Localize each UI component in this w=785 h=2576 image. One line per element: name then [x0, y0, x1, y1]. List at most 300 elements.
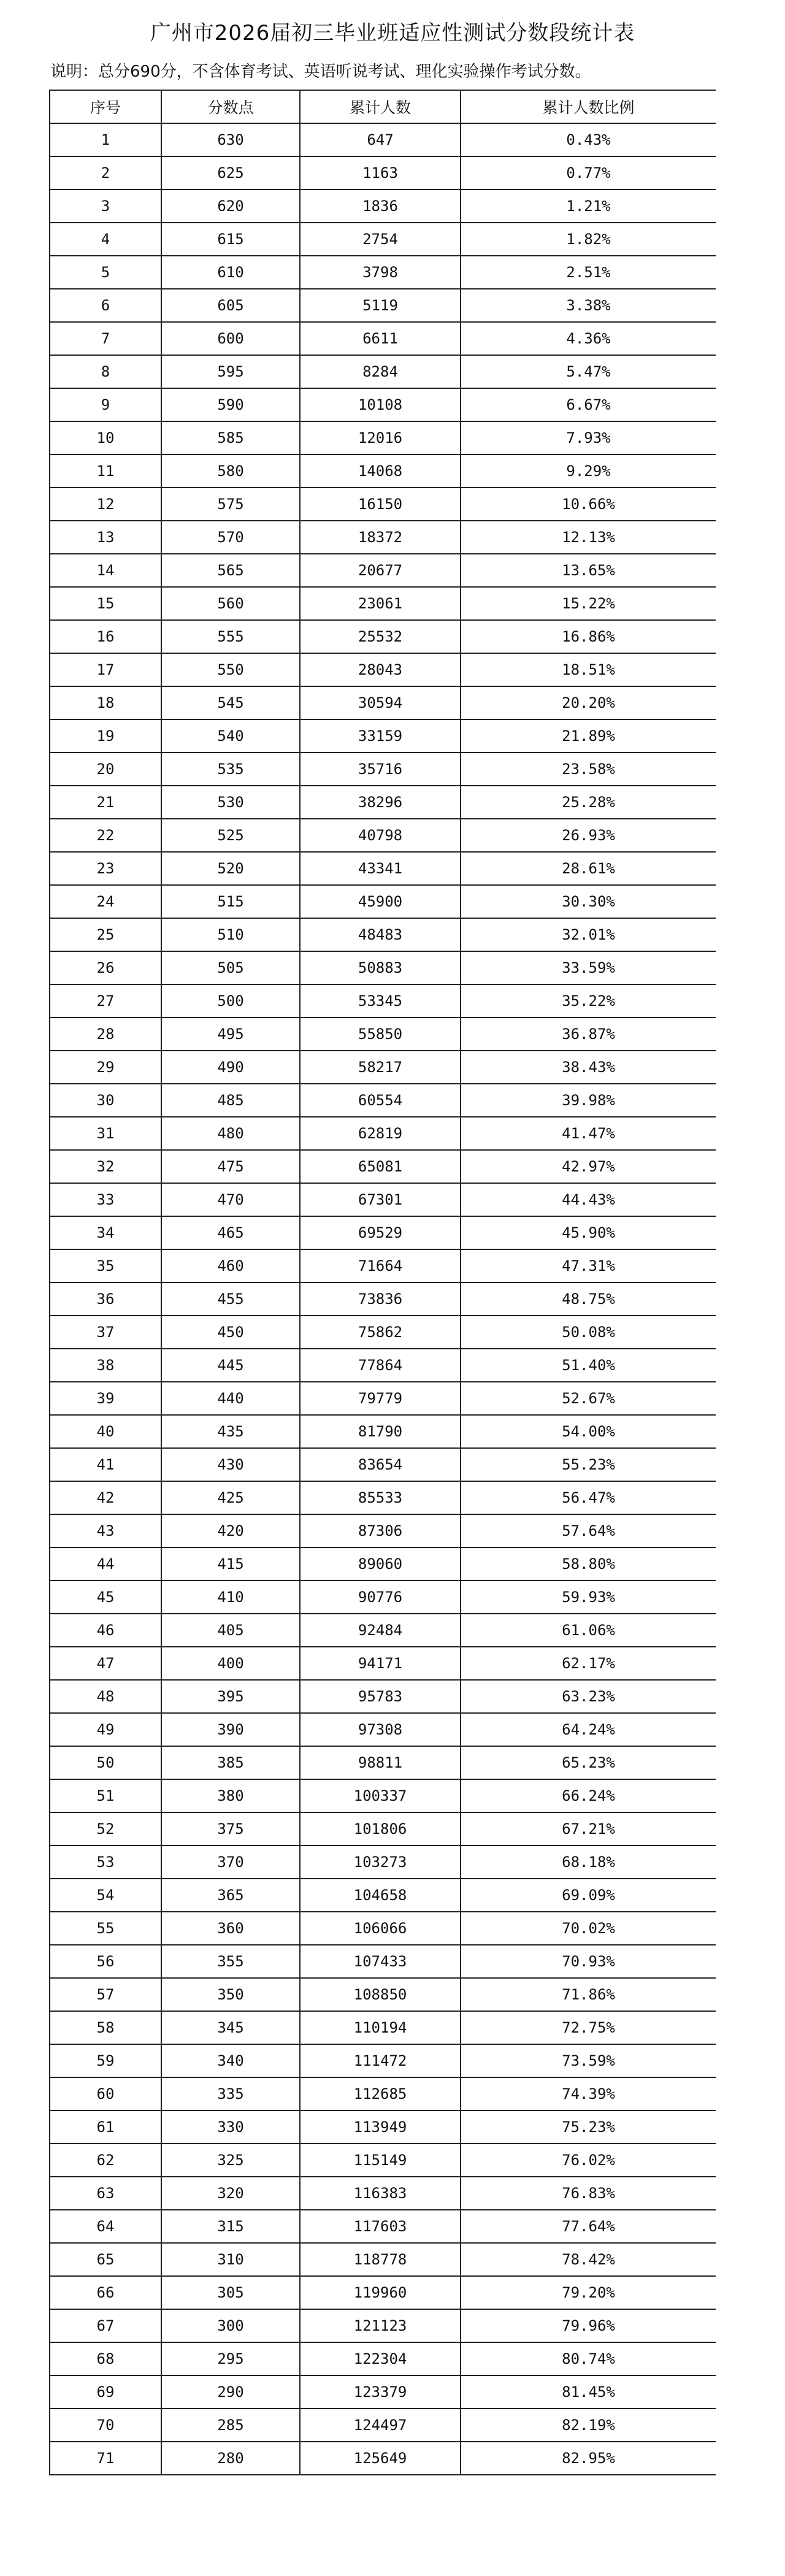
cell-cumulative-count: 87306 — [300, 1514, 461, 1547]
cell-index: 25 — [50, 918, 161, 951]
cell-cumulative-ratio: 59.93% — [461, 1581, 716, 1614]
cell-score: 450 — [161, 1316, 300, 1349]
cell-score: 390 — [161, 1713, 300, 1746]
cell-index: 28 — [50, 1018, 161, 1051]
cell-score: 365 — [161, 1879, 300, 1912]
cell-cumulative-ratio: 9.29% — [461, 454, 716, 488]
cell-index: 31 — [50, 1117, 161, 1150]
cell-index: 17 — [50, 653, 161, 686]
cell-score: 335 — [161, 2077, 300, 2110]
table-row — [50, 388, 716, 421]
cell-cumulative-count: 69529 — [300, 1216, 461, 1249]
table-row — [50, 1812, 716, 1846]
cell-score: 400 — [161, 1647, 300, 1680]
table-row — [50, 1481, 716, 1514]
cell-score: 620 — [161, 190, 300, 223]
cell-cumulative-ratio: 16.86% — [461, 620, 716, 653]
table-row — [50, 653, 716, 686]
cell-score: 370 — [161, 1846, 300, 1879]
cell-score: 385 — [161, 1746, 300, 1779]
cell-cumulative-count: 40798 — [300, 819, 461, 852]
cell-cumulative-count: 92484 — [300, 1614, 461, 1647]
cell-index: 52 — [50, 1812, 161, 1846]
cell-cumulative-count: 112685 — [300, 2077, 461, 2110]
cell-index: 59 — [50, 2044, 161, 2077]
cell-cumulative-count: 1163 — [300, 156, 461, 190]
header-score: 分数点 — [161, 90, 300, 123]
table-header-row — [50, 90, 716, 123]
cell-cumulative-count: 98811 — [300, 1746, 461, 1779]
cell-cumulative-count: 106066 — [300, 1912, 461, 1945]
cell-score: 570 — [161, 521, 300, 554]
cell-cumulative-count: 647 — [300, 123, 461, 156]
header-cumulative-ratio: 累计人数比例 — [461, 90, 716, 123]
cell-score: 470 — [161, 1183, 300, 1216]
cell-score: 475 — [161, 1150, 300, 1183]
table-row — [50, 819, 716, 852]
cell-cumulative-count: 71664 — [300, 1249, 461, 1282]
cell-cumulative-ratio: 47.31% — [461, 1249, 716, 1282]
table-row — [50, 1316, 716, 1349]
cell-index: 8 — [50, 355, 161, 388]
cell-score: 530 — [161, 786, 300, 819]
cell-cumulative-count: 121123 — [300, 2309, 461, 2342]
cell-score: 600 — [161, 322, 300, 355]
table-row — [50, 1448, 716, 1481]
table-row — [50, 421, 716, 454]
cell-cumulative-count: 8284 — [300, 355, 461, 388]
table-note: 说明：总分690分，不含体育考试、英语听说考试、理化实验操作考试分数。 — [50, 63, 591, 81]
cell-score: 615 — [161, 223, 300, 256]
cell-cumulative-ratio: 63.23% — [461, 1680, 716, 1713]
table-row — [50, 1249, 716, 1282]
table-row — [50, 786, 716, 819]
cell-cumulative-ratio: 75.23% — [461, 2110, 716, 2144]
cell-cumulative-ratio: 48.75% — [461, 1282, 716, 1316]
cell-score: 480 — [161, 1117, 300, 1150]
cell-score: 610 — [161, 256, 300, 289]
cell-cumulative-ratio: 23.58% — [461, 753, 716, 786]
cell-index: 63 — [50, 2177, 161, 2210]
table-row — [50, 1713, 716, 1746]
cell-cumulative-count: 77864 — [300, 1349, 461, 1382]
table-row — [50, 984, 716, 1018]
cell-cumulative-count: 60554 — [300, 1084, 461, 1117]
cell-score: 500 — [161, 984, 300, 1018]
cell-index: 39 — [50, 1382, 161, 1415]
cell-cumulative-count: 107433 — [300, 1945, 461, 1978]
cell-score: 585 — [161, 421, 300, 454]
cell-cumulative-count: 3798 — [300, 256, 461, 289]
cell-index: 66 — [50, 2276, 161, 2309]
cell-score: 350 — [161, 1978, 300, 2011]
table-row — [50, 1415, 716, 1448]
cell-cumulative-count: 48483 — [300, 918, 461, 951]
cell-score: 525 — [161, 819, 300, 852]
cell-score: 590 — [161, 388, 300, 421]
table-row — [50, 1349, 716, 1382]
cell-index: 48 — [50, 1680, 161, 1713]
cell-cumulative-ratio: 51.40% — [461, 1349, 716, 1382]
cell-index: 54 — [50, 1879, 161, 1912]
cell-score: 535 — [161, 753, 300, 786]
cell-cumulative-count: 16150 — [300, 488, 461, 521]
cell-score: 575 — [161, 488, 300, 521]
cell-score: 490 — [161, 1051, 300, 1084]
cell-cumulative-count: 10108 — [300, 388, 461, 421]
table-row — [50, 1150, 716, 1183]
cell-score: 340 — [161, 2044, 300, 2077]
cell-score: 455 — [161, 1282, 300, 1316]
cell-cumulative-count: 124497 — [300, 2409, 461, 2442]
cell-score: 440 — [161, 1382, 300, 1415]
cell-score: 505 — [161, 951, 300, 984]
cell-index: 69 — [50, 2375, 161, 2409]
cell-cumulative-count: 111472 — [300, 2044, 461, 2077]
cell-index: 11 — [50, 454, 161, 488]
cell-score: 375 — [161, 1812, 300, 1846]
cell-cumulative-ratio: 25.28% — [461, 786, 716, 819]
cell-cumulative-count: 103273 — [300, 1846, 461, 1879]
cell-index: 1 — [50, 123, 161, 156]
cell-cumulative-ratio: 61.06% — [461, 1614, 716, 1647]
cell-cumulative-ratio: 39.98% — [461, 1084, 716, 1117]
cell-score: 555 — [161, 620, 300, 653]
cell-score: 465 — [161, 1216, 300, 1249]
table-row — [50, 620, 716, 653]
cell-cumulative-ratio: 33.59% — [461, 951, 716, 984]
table-body — [50, 123, 716, 2475]
cell-cumulative-ratio: 70.02% — [461, 1912, 716, 1945]
table-row — [50, 1084, 716, 1117]
cell-cumulative-ratio: 73.59% — [461, 2044, 716, 2077]
cell-cumulative-count: 115149 — [300, 2144, 461, 2177]
table-row — [50, 719, 716, 753]
cell-cumulative-count: 79779 — [300, 1382, 461, 1415]
cell-cumulative-ratio: 54.00% — [461, 1415, 716, 1448]
cell-score: 300 — [161, 2309, 300, 2342]
cell-cumulative-count: 2754 — [300, 223, 461, 256]
cell-cumulative-count: 97308 — [300, 1713, 461, 1746]
cell-score: 405 — [161, 1614, 300, 1647]
cell-score: 315 — [161, 2210, 300, 2243]
cell-cumulative-count: 14068 — [300, 454, 461, 488]
cell-cumulative-count: 125649 — [300, 2442, 461, 2475]
cell-cumulative-ratio: 3.38% — [461, 289, 716, 322]
table-row — [50, 488, 716, 521]
cell-cumulative-count: 123379 — [300, 2375, 461, 2409]
cell-score: 625 — [161, 156, 300, 190]
cell-cumulative-ratio: 15.22% — [461, 587, 716, 620]
cell-score: 605 — [161, 289, 300, 322]
cell-index: 26 — [50, 951, 161, 984]
cell-cumulative-count: 33159 — [300, 719, 461, 753]
table-row — [50, 1680, 716, 1713]
cell-index: 7 — [50, 322, 161, 355]
cell-cumulative-ratio: 35.22% — [461, 984, 716, 1018]
cell-cumulative-ratio: 74.39% — [461, 2077, 716, 2110]
cell-cumulative-count: 65081 — [300, 1150, 461, 1183]
table-row — [50, 1547, 716, 1581]
cell-index: 61 — [50, 2110, 161, 2144]
table-row — [50, 2442, 716, 2475]
table-row — [50, 1581, 716, 1614]
table-row — [50, 2243, 716, 2276]
cell-cumulative-ratio: 81.45% — [461, 2375, 716, 2409]
cell-cumulative-ratio: 62.17% — [461, 1647, 716, 1680]
table-row — [50, 2375, 716, 2409]
cell-cumulative-count: 108850 — [300, 1978, 461, 2011]
cell-cumulative-ratio: 36.87% — [461, 1018, 716, 1051]
cell-cumulative-ratio: 1.21% — [461, 190, 716, 223]
cell-index: 16 — [50, 620, 161, 653]
cell-index: 32 — [50, 1150, 161, 1183]
cell-score: 545 — [161, 686, 300, 719]
cell-score: 410 — [161, 1581, 300, 1614]
cell-index: 18 — [50, 686, 161, 719]
cell-index: 56 — [50, 1945, 161, 1978]
cell-score: 550 — [161, 653, 300, 686]
cell-index: 6 — [50, 289, 161, 322]
table-row — [50, 123, 716, 156]
cell-cumulative-ratio: 7.93% — [461, 421, 716, 454]
cell-score: 520 — [161, 852, 300, 885]
cell-cumulative-count: 118778 — [300, 2243, 461, 2276]
cell-cumulative-ratio: 50.08% — [461, 1316, 716, 1349]
cell-index: 43 — [50, 1514, 161, 1547]
cell-cumulative-ratio: 52.67% — [461, 1382, 716, 1415]
cell-cumulative-count: 90776 — [300, 1581, 461, 1614]
cell-score: 290 — [161, 2375, 300, 2409]
cell-index: 20 — [50, 753, 161, 786]
cell-cumulative-ratio: 56.47% — [461, 1481, 716, 1514]
cell-cumulative-count: 35716 — [300, 753, 461, 786]
cell-cumulative-ratio: 30.30% — [461, 885, 716, 918]
cell-cumulative-ratio: 82.95% — [461, 2442, 716, 2475]
cell-cumulative-count: 67301 — [300, 1183, 461, 1216]
table-row — [50, 686, 716, 719]
cell-cumulative-count: 50883 — [300, 951, 461, 984]
cell-cumulative-count: 119960 — [300, 2276, 461, 2309]
cell-index: 53 — [50, 1846, 161, 1879]
cell-cumulative-count: 55850 — [300, 1018, 461, 1051]
cell-cumulative-ratio: 65.23% — [461, 1746, 716, 1779]
cell-index: 68 — [50, 2342, 161, 2375]
cell-index: 62 — [50, 2144, 161, 2177]
table-row — [50, 1183, 716, 1216]
cell-cumulative-ratio: 26.93% — [461, 819, 716, 852]
cell-score: 360 — [161, 1912, 300, 1945]
cell-score: 295 — [161, 2342, 300, 2375]
cell-score: 435 — [161, 1415, 300, 1448]
cell-cumulative-ratio: 13.65% — [461, 554, 716, 587]
table-row — [50, 156, 716, 190]
cell-cumulative-count: 25532 — [300, 620, 461, 653]
cell-cumulative-count: 5119 — [300, 289, 461, 322]
cell-score: 320 — [161, 2177, 300, 2210]
cell-cumulative-count: 122304 — [300, 2342, 461, 2375]
cell-cumulative-ratio: 67.21% — [461, 1812, 716, 1846]
cell-cumulative-count: 110194 — [300, 2011, 461, 2044]
cell-cumulative-ratio: 80.74% — [461, 2342, 716, 2375]
table-row — [50, 2210, 716, 2243]
cell-score: 495 — [161, 1018, 300, 1051]
cell-cumulative-count: 58217 — [300, 1051, 461, 1084]
cell-cumulative-count: 113949 — [300, 2110, 461, 2144]
cell-cumulative-count: 23061 — [300, 587, 461, 620]
cell-score: 515 — [161, 885, 300, 918]
cell-cumulative-count: 38296 — [300, 786, 461, 819]
cell-cumulative-ratio: 10.66% — [461, 488, 716, 521]
cell-cumulative-ratio: 42.97% — [461, 1150, 716, 1183]
cell-cumulative-ratio: 38.43% — [461, 1051, 716, 1084]
cell-cumulative-count: 43341 — [300, 852, 461, 885]
cell-index: 45 — [50, 1581, 161, 1614]
header-index: 序号 — [50, 90, 161, 123]
table-row — [50, 355, 716, 388]
cell-index: 49 — [50, 1713, 161, 1746]
table-row — [50, 521, 716, 554]
cell-cumulative-ratio: 79.96% — [461, 2309, 716, 2342]
cell-score: 580 — [161, 454, 300, 488]
table-row — [50, 1647, 716, 1680]
cell-cumulative-count: 28043 — [300, 653, 461, 686]
cell-index: 9 — [50, 388, 161, 421]
table-row — [50, 1018, 716, 1051]
cell-cumulative-count: 85533 — [300, 1481, 461, 1514]
cell-cumulative-count: 18372 — [300, 521, 461, 554]
cell-score: 325 — [161, 2144, 300, 2177]
table-row — [50, 852, 716, 885]
cell-score: 630 — [161, 123, 300, 156]
cell-index: 22 — [50, 819, 161, 852]
cell-index: 5 — [50, 256, 161, 289]
cell-score: 420 — [161, 1514, 300, 1547]
table-row — [50, 918, 716, 951]
cell-score: 560 — [161, 587, 300, 620]
cell-score: 330 — [161, 2110, 300, 2144]
cell-index: 4 — [50, 223, 161, 256]
table-row — [50, 587, 716, 620]
table-row — [50, 1117, 716, 1150]
cell-cumulative-ratio: 71.86% — [461, 1978, 716, 2011]
cell-index: 67 — [50, 2309, 161, 2342]
cell-index: 33 — [50, 1183, 161, 1216]
table-row — [50, 1912, 716, 1945]
cell-score: 415 — [161, 1547, 300, 1581]
cell-cumulative-ratio: 44.43% — [461, 1183, 716, 1216]
cell-index: 13 — [50, 521, 161, 554]
cell-cumulative-count: 116383 — [300, 2177, 461, 2210]
cell-index: 40 — [50, 1415, 161, 1448]
cell-cumulative-count: 30594 — [300, 686, 461, 719]
table-row — [50, 322, 716, 355]
cell-cumulative-ratio: 78.42% — [461, 2243, 716, 2276]
cell-index: 50 — [50, 1746, 161, 1779]
cell-score: 310 — [161, 2243, 300, 2276]
cell-cumulative-count: 81790 — [300, 1415, 461, 1448]
cell-index: 57 — [50, 1978, 161, 2011]
cell-index: 41 — [50, 1448, 161, 1481]
table-row — [50, 1846, 716, 1879]
cell-cumulative-ratio: 66.24% — [461, 1779, 716, 1812]
cell-cumulative-count: 45900 — [300, 885, 461, 918]
cell-index: 2 — [50, 156, 161, 190]
table-row — [50, 1282, 716, 1316]
cell-index: 64 — [50, 2210, 161, 2243]
cell-index: 21 — [50, 786, 161, 819]
cell-score: 460 — [161, 1249, 300, 1282]
table-row — [50, 2309, 716, 2342]
cell-index: 38 — [50, 1349, 161, 1382]
cell-cumulative-ratio: 76.02% — [461, 2144, 716, 2177]
table-row — [50, 1945, 716, 1978]
cell-score: 345 — [161, 2011, 300, 2044]
cell-index: 3 — [50, 190, 161, 223]
cell-index: 46 — [50, 1614, 161, 1647]
cell-index: 34 — [50, 1216, 161, 1249]
cell-cumulative-ratio: 1.82% — [461, 223, 716, 256]
cell-score: 445 — [161, 1349, 300, 1382]
table-row — [50, 2144, 716, 2177]
cell-cumulative-ratio: 57.64% — [461, 1514, 716, 1547]
cell-cumulative-ratio: 79.20% — [461, 2276, 716, 2309]
table-row — [50, 2110, 716, 2144]
cell-cumulative-ratio: 69.09% — [461, 1879, 716, 1912]
table-row — [50, 223, 716, 256]
cell-cumulative-count: 89060 — [300, 1547, 461, 1581]
table-row — [50, 2177, 716, 2210]
table-row — [50, 2044, 716, 2077]
table-row — [50, 2011, 716, 2044]
cell-score: 395 — [161, 1680, 300, 1713]
table-row — [50, 2077, 716, 2110]
cell-index: 71 — [50, 2442, 161, 2475]
cell-score: 305 — [161, 2276, 300, 2309]
cell-index: 44 — [50, 1547, 161, 1581]
table-row — [50, 1051, 716, 1084]
cell-index: 36 — [50, 1282, 161, 1316]
table-row — [50, 2409, 716, 2442]
cell-index: 47 — [50, 1647, 161, 1680]
table-row — [50, 2342, 716, 2375]
cell-score: 355 — [161, 1945, 300, 1978]
cell-cumulative-ratio: 32.01% — [461, 918, 716, 951]
cell-cumulative-ratio: 82.19% — [461, 2409, 716, 2442]
cell-index: 60 — [50, 2077, 161, 2110]
score-distribution-table — [49, 90, 716, 2475]
table-row — [50, 1382, 716, 1415]
cell-score: 565 — [161, 554, 300, 587]
cell-cumulative-ratio: 28.61% — [461, 852, 716, 885]
table-row — [50, 1879, 716, 1912]
cell-index: 70 — [50, 2409, 161, 2442]
cell-cumulative-ratio: 77.64% — [461, 2210, 716, 2243]
cell-cumulative-count: 53345 — [300, 984, 461, 1018]
cell-cumulative-count: 101806 — [300, 1812, 461, 1846]
cell-cumulative-ratio: 76.83% — [461, 2177, 716, 2210]
cell-cumulative-count: 1836 — [300, 190, 461, 223]
cell-index: 27 — [50, 984, 161, 1018]
table-row — [50, 554, 716, 587]
cell-cumulative-count: 75862 — [300, 1316, 461, 1349]
cell-index: 14 — [50, 554, 161, 587]
cell-index: 42 — [50, 1481, 161, 1514]
cell-cumulative-ratio: 70.93% — [461, 1945, 716, 1978]
page-title: 广州市2026届初三毕业班适应性测试分数段统计表 — [150, 21, 635, 45]
table-row — [50, 256, 716, 289]
cell-index: 37 — [50, 1316, 161, 1349]
